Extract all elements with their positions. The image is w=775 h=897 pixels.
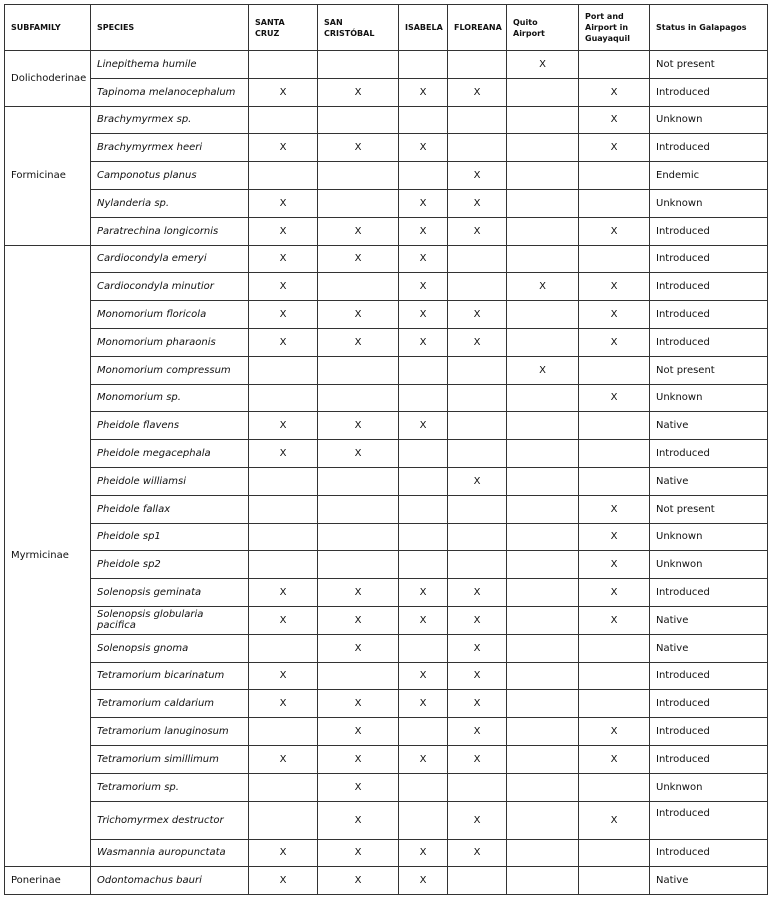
species-cell: Monomorium compressum [91,356,249,384]
species-cell: Trichomyrmex destructor [91,801,249,839]
presence-santa-cruz-cell: X [249,839,318,867]
table-row [5,328,768,356]
presence-guayaquil-cell [579,690,650,718]
presence-quito-airport-cell [507,662,579,690]
presence-quito-airport-cell [507,189,579,217]
subfamily-cell: Formicinae [5,106,91,245]
status-cell: Introduced [650,662,768,690]
status-cell: Native [650,412,768,440]
presence-floreana-cell: X [448,634,507,662]
header-guayaquil: Port and Airport in Guayaquil [579,5,650,51]
presence-santa-cruz-cell [249,467,318,495]
presence-floreana-cell: X [448,78,507,106]
presence-san-cristobal-cell: X [318,606,399,634]
presence-santa-cruz-cell: X [249,745,318,773]
species-cell: Brachymyrmex sp. [91,106,249,134]
presence-santa-cruz-cell: X [249,189,318,217]
presence-santa-cruz-cell: X [249,867,318,895]
table-row [5,301,768,329]
species-cell: Solenopsis globularia pacifica [91,606,249,634]
presence-floreana-cell [448,245,507,273]
presence-santa-cruz-cell: X [249,412,318,440]
presence-san-cristobal-cell: X [318,245,399,273]
species-cell: Pheidole flavens [91,412,249,440]
presence-isabela-cell: X [399,189,448,217]
presence-santa-cruz-cell: X [249,78,318,106]
presence-quito-airport-cell: X [507,356,579,384]
presence-san-cristobal-cell [318,467,399,495]
presence-guayaquil-cell [579,867,650,895]
presence-san-cristobal-cell: X [318,328,399,356]
species-cell: Camponotus planus [91,162,249,190]
presence-guayaquil-cell: X [579,328,650,356]
presence-floreana-cell: X [448,328,507,356]
status-cell: Not present [650,356,768,384]
table-row [5,690,768,718]
species-cell: Nylanderia sp. [91,189,249,217]
table-row [5,867,768,895]
table-row [5,801,768,839]
table-row [5,773,768,801]
presence-quito-airport-cell [507,162,579,190]
table-row [5,217,768,245]
presence-san-cristobal-cell: X [318,634,399,662]
table-row [5,356,768,384]
species-cell: Cardiocondyla minutior [91,273,249,301]
header-species: SPECIES [91,5,249,51]
presence-santa-cruz-cell [249,356,318,384]
presence-san-cristobal-cell [318,384,399,412]
status-cell: Introduced [650,301,768,329]
presence-floreana-cell [448,384,507,412]
status-cell: Unknown [650,523,768,551]
presence-santa-cruz-cell: X [249,579,318,607]
presence-isabela-cell [399,801,448,839]
species-cell: Wasmannia auropunctata [91,839,249,867]
table-row [5,106,768,134]
presence-quito-airport-cell [507,134,579,162]
presence-san-cristobal-cell: X [318,134,399,162]
presence-floreana-cell: X [448,162,507,190]
presence-guayaquil-cell [579,467,650,495]
status-cell: Unknown [650,106,768,134]
species-cell: Monomorium pharaonis [91,328,249,356]
status-cell: Endemic [650,162,768,190]
table-row [5,467,768,495]
status-cell: Introduced [650,440,768,468]
status-cell: Unknown [650,189,768,217]
subfamily-cell: Dolichoderinae [5,51,91,107]
presence-floreana-cell [448,867,507,895]
presence-san-cristobal-cell: X [318,78,399,106]
presence-isabela-cell: X [399,328,448,356]
presence-santa-cruz-cell: X [249,217,318,245]
presence-floreana-cell [448,495,507,523]
species-cell: Tetramorium caldarium [91,690,249,718]
presence-isabela-cell [399,162,448,190]
subfamily-cell: Ponerinae [5,867,91,895]
presence-santa-cruz-cell [249,384,318,412]
presence-guayaquil-cell: X [579,217,650,245]
presence-floreana-cell: X [448,839,507,867]
presence-quito-airport-cell [507,384,579,412]
status-cell: Native [650,467,768,495]
status-cell: Unknown [650,384,768,412]
presence-isabela-cell [399,356,448,384]
table-row [5,51,768,79]
presence-quito-airport-cell [507,78,579,106]
status-cell: Introduced [650,245,768,273]
presence-isabela-cell [399,718,448,746]
presence-floreana-cell [448,273,507,301]
presence-santa-cruz-cell [249,551,318,579]
presence-san-cristobal-cell [318,51,399,79]
presence-quito-airport-cell [507,328,579,356]
presence-guayaquil-cell [579,412,650,440]
presence-isabela-cell [399,551,448,579]
presence-quito-airport-cell [507,579,579,607]
presence-san-cristobal-cell [318,273,399,301]
species-cell: Monomorium floricola [91,301,249,329]
presence-san-cristobal-cell [318,162,399,190]
presence-santa-cruz-cell [249,773,318,801]
status-cell: Unknwon [650,773,768,801]
presence-floreana-cell [448,440,507,468]
table-row [5,662,768,690]
subfamily-cell: Myrmicinae [5,245,91,867]
presence-floreana-cell [448,356,507,384]
presence-floreana-cell [448,134,507,162]
presence-guayaquil-cell: X [579,745,650,773]
status-cell: Introduced [650,78,768,106]
presence-isabela-cell [399,384,448,412]
header-status: Status in Galapagos [650,5,768,51]
presence-isabela-cell: X [399,867,448,895]
table-row [5,551,768,579]
presence-san-cristobal-cell [318,551,399,579]
presence-isabela-cell: X [399,745,448,773]
species-cell: Pheidole sp1 [91,523,249,551]
table-row [5,745,768,773]
table-row [5,606,768,634]
presence-isabela-cell [399,773,448,801]
table-row [5,189,768,217]
presence-santa-cruz-cell: X [249,606,318,634]
header-san-cristobal: SAN CRISTÓBAL [318,5,399,51]
presence-san-cristobal-cell: X [318,839,399,867]
status-cell: Introduced [650,801,768,839]
species-cell: Tetramorium bicarinatum [91,662,249,690]
presence-floreana-cell [448,523,507,551]
table-row [5,134,768,162]
presence-guayaquil-cell: X [579,495,650,523]
presence-guayaquil-cell: X [579,301,650,329]
status-cell: Introduced [650,690,768,718]
header-santa-cruz: SANTA CRUZ [249,5,318,51]
presence-san-cristobal-cell: X [318,579,399,607]
table-row [5,495,768,523]
presence-floreana-cell: X [448,718,507,746]
species-cell: Linepithema humile [91,51,249,79]
header-floreana: FLOREANA [448,5,507,51]
status-cell: Introduced [650,745,768,773]
species-cell: Paratrechina longicornis [91,217,249,245]
presence-santa-cruz-cell [249,495,318,523]
presence-santa-cruz-cell: X [249,245,318,273]
presence-floreana-cell [448,773,507,801]
presence-isabela-cell [399,634,448,662]
presence-floreana-cell: X [448,745,507,773]
presence-isabela-cell: X [399,273,448,301]
presence-guayaquil-cell: X [579,134,650,162]
presence-guayaquil-cell [579,51,650,79]
status-cell: Not present [650,495,768,523]
table-row [5,440,768,468]
presence-isabela-cell [399,440,448,468]
presence-quito-airport-cell [507,634,579,662]
presence-floreana-cell: X [448,690,507,718]
presence-santa-cruz-cell [249,162,318,190]
presence-quito-airport-cell [507,245,579,273]
presence-santa-cruz-cell: X [249,273,318,301]
table-row [5,718,768,746]
presence-guayaquil-cell [579,634,650,662]
presence-santa-cruz-cell: X [249,440,318,468]
presence-floreana-cell: X [448,606,507,634]
presence-quito-airport-cell [507,773,579,801]
presence-floreana-cell [448,106,507,134]
status-cell: Native [650,867,768,895]
presence-isabela-cell [399,51,448,79]
species-cell: Pheidole williamsi [91,467,249,495]
status-cell: Introduced [650,217,768,245]
status-cell: Introduced [650,718,768,746]
presence-san-cristobal-cell [318,523,399,551]
presence-floreana-cell: X [448,662,507,690]
presence-quito-airport-cell [507,801,579,839]
header-row [5,5,768,51]
presence-quito-airport-cell [507,467,579,495]
status-cell: Native [650,606,768,634]
presence-san-cristobal-cell [318,356,399,384]
presence-guayaquil-cell [579,440,650,468]
presence-isabela-cell: X [399,606,448,634]
presence-santa-cruz-cell: X [249,662,318,690]
species-cell: Brachymyrmex heeri [91,134,249,162]
status-cell: Unknwon [650,551,768,579]
presence-quito-airport-cell [507,606,579,634]
presence-santa-cruz-cell [249,634,318,662]
species-cell: Tetramorium sp. [91,773,249,801]
species-cell: Pheidole megacephala [91,440,249,468]
table-row [5,839,768,867]
table-row [5,384,768,412]
presence-floreana-cell: X [448,217,507,245]
presence-guayaquil-cell: X [579,78,650,106]
presence-guayaquil-cell: X [579,606,650,634]
presence-isabela-cell: X [399,579,448,607]
presence-guayaquil-cell [579,245,650,273]
species-distribution-table [4,4,768,895]
presence-quito-airport-cell [507,718,579,746]
presence-isabela-cell: X [399,78,448,106]
presence-san-cristobal-cell: X [318,867,399,895]
status-cell: Introduced [650,328,768,356]
header-quito-airport: Quito Airport [507,5,579,51]
presence-isabela-cell: X [399,301,448,329]
table-body [5,51,768,895]
header-subfamily: SUBFAMILY [5,5,91,51]
presence-guayaquil-cell: X [579,579,650,607]
presence-isabela-cell [399,523,448,551]
species-cell: Tapinoma melanocephalum [91,78,249,106]
presence-guayaquil-cell: X [579,801,650,839]
presence-san-cristobal-cell [318,106,399,134]
presence-isabela-cell [399,106,448,134]
species-cell: Tetramorium lanuginosum [91,718,249,746]
presence-isabela-cell [399,495,448,523]
presence-santa-cruz-cell [249,106,318,134]
status-cell: Introduced [650,273,768,301]
status-cell: Introduced [650,134,768,162]
presence-san-cristobal-cell: X [318,301,399,329]
presence-santa-cruz-cell [249,51,318,79]
species-cell: Tetramorium simillimum [91,745,249,773]
presence-floreana-cell: X [448,189,507,217]
presence-floreana-cell: X [448,467,507,495]
presence-quito-airport-cell [507,523,579,551]
presence-san-cristobal-cell [318,495,399,523]
presence-quito-airport-cell: X [507,51,579,79]
presence-san-cristobal-cell: X [318,217,399,245]
presence-quito-airport-cell [507,440,579,468]
presence-guayaquil-cell [579,189,650,217]
presence-quito-airport-cell [507,301,579,329]
presence-santa-cruz-cell [249,801,318,839]
presence-santa-cruz-cell [249,523,318,551]
presence-santa-cruz-cell: X [249,690,318,718]
presence-quito-airport-cell [507,551,579,579]
species-cell: Pheidole fallax [91,495,249,523]
status-cell: Native [650,634,768,662]
presence-quito-airport-cell [507,217,579,245]
presence-san-cristobal-cell: X [318,412,399,440]
presence-san-cristobal-cell: X [318,690,399,718]
table-row [5,634,768,662]
presence-san-cristobal-cell: X [318,773,399,801]
presence-quito-airport-cell [507,495,579,523]
presence-quito-airport-cell [507,690,579,718]
presence-quito-airport-cell [507,412,579,440]
presence-santa-cruz-cell: X [249,328,318,356]
presence-guayaquil-cell: X [579,718,650,746]
presence-floreana-cell: X [448,801,507,839]
table-row [5,78,768,106]
presence-guayaquil-cell [579,356,650,384]
presence-santa-cruz-cell [249,718,318,746]
presence-guayaquil-cell [579,839,650,867]
presence-guayaquil-cell: X [579,384,650,412]
presence-guayaquil-cell [579,662,650,690]
presence-isabela-cell: X [399,662,448,690]
presence-quito-airport-cell [507,106,579,134]
table-row [5,245,768,273]
status-cell: Not present [650,51,768,79]
species-cell: Solenopsis gnoma [91,634,249,662]
presence-isabela-cell: X [399,245,448,273]
status-cell: Introduced [650,839,768,867]
presence-guayaquil-cell: X [579,551,650,579]
table-row [5,523,768,551]
species-cell: Pheidole sp2 [91,551,249,579]
species-cell: Odontomachus bauri [91,867,249,895]
presence-isabela-cell: X [399,690,448,718]
presence-floreana-cell [448,551,507,579]
presence-isabela-cell: X [399,217,448,245]
presence-san-cristobal-cell: X [318,440,399,468]
presence-guayaquil-cell: X [579,273,650,301]
status-cell: Introduced [650,579,768,607]
table-row [5,273,768,301]
header-isabela: ISABELA [399,5,448,51]
presence-floreana-cell [448,412,507,440]
presence-quito-airport-cell [507,867,579,895]
presence-floreana-cell: X [448,579,507,607]
table-row [5,412,768,440]
table-row [5,162,768,190]
species-cell: Cardiocondyla emeryi [91,245,249,273]
presence-isabela-cell: X [399,134,448,162]
table-row [5,579,768,607]
presence-santa-cruz-cell: X [249,134,318,162]
presence-guayaquil-cell: X [579,106,650,134]
presence-guayaquil-cell [579,162,650,190]
presence-san-cristobal-cell: X [318,745,399,773]
presence-isabela-cell: X [399,839,448,867]
presence-san-cristobal-cell [318,662,399,690]
presence-san-cristobal-cell [318,189,399,217]
presence-guayaquil-cell: X [579,523,650,551]
presence-santa-cruz-cell: X [249,301,318,329]
presence-san-cristobal-cell: X [318,801,399,839]
presence-isabela-cell: X [399,412,448,440]
presence-isabela-cell [399,467,448,495]
presence-quito-airport-cell [507,745,579,773]
presence-san-cristobal-cell: X [318,718,399,746]
species-cell: Solenopsis geminata [91,579,249,607]
presence-guayaquil-cell [579,773,650,801]
presence-quito-airport-cell [507,839,579,867]
presence-quito-airport-cell: X [507,273,579,301]
presence-floreana-cell [448,51,507,79]
species-cell: Monomorium sp. [91,384,249,412]
presence-floreana-cell: X [448,301,507,329]
